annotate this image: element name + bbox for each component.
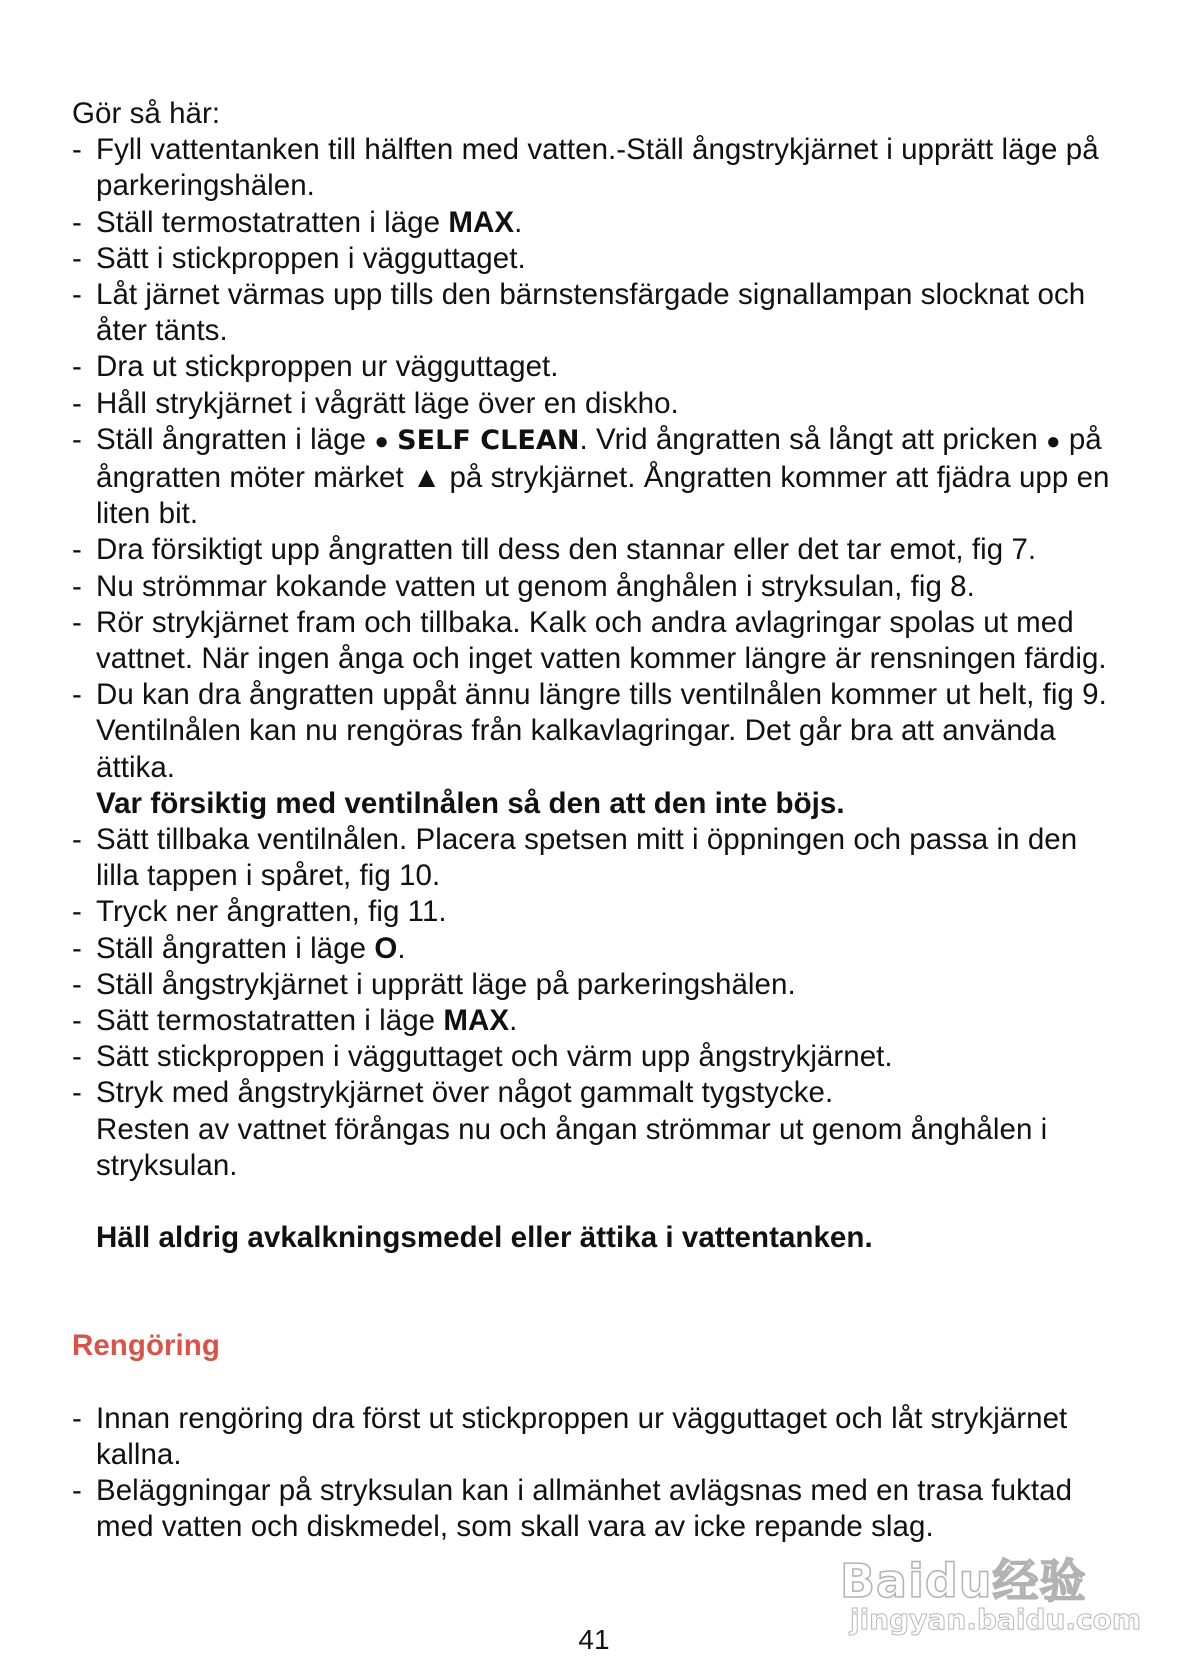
list-item: - Sätt stickproppen i vägguttaget och värm upp ångstrykjärnet. <box>72 1039 1122 1075</box>
cleaning-list <box>72 1401 1122 1546</box>
max-setting: MAX <box>448 205 515 239</box>
document-body <box>72 96 1122 1545</box>
list-item: - Sätt termostatratten i läge MAX. <box>72 1003 1122 1039</box>
instruction-list <box>72 132 1122 1184</box>
watermark-url: jingyan.baidu.com <box>850 1603 1142 1636</box>
descaling-warning: Häll aldrig avkalkningsmedel eller ättika i vattentanken. <box>96 1221 873 1255</box>
page-number: 41 <box>578 1624 610 1655</box>
section-heading: Rengöring <box>72 1329 220 1363</box>
list-item: - Innan rengöring dra först ut stickproppen ur vägguttaget och låt strykjärnet kallna. <box>72 1401 1122 1473</box>
needle-warning: Var försiktig med ventilnålen så den att den inte böjs. <box>96 786 845 820</box>
list-item: - Ställ ångratten i läge ● SELF CLEAN. Vrid ångratten så långt att pricken ● på ångratten möter märket ▲ på strykjärnet. Ångratten kommer att fjädra upp en liten bit. <box>72 422 1122 533</box>
watermark-brand: Baidu经验 <box>840 1554 1087 1608</box>
list-item: - Stryk med ångstrykjärnet över något gammalt tygstycke. Resten av vattnet förångas nu och ångan strömmar ut genom ånghålen i stryksulan. <box>72 1075 1122 1184</box>
list-item: - Dra ut stickproppen ur vägguttaget. <box>72 349 1122 385</box>
list-item: - Rör strykjärnet fram och tillbaka. Kalk och andra avlagringar spolas ut med vattnet. När ingen ånga och inget vatten kommer längre är rensningen färdig. <box>72 605 1122 677</box>
list-item: - Beläggningar på stryksulan kan i allmänhet avlägsnas med en trasa fuktad med vatten och diskmedel, som skall vara av icke repande slag. <box>72 1473 1122 1545</box>
dot-icon: ● <box>1046 427 1061 455</box>
intro-text: Gör så här: <box>72 97 221 130</box>
list-item: - Dra försiktigt upp ångratten till dess den stannar eller det tar emot, fig 7. <box>72 532 1122 568</box>
off-setting: O <box>374 931 398 965</box>
list-item: - Tryck ner ångratten, fig 11. <box>72 894 1122 930</box>
list-item: - Håll strykjärnet i vågrätt läge över en diskho. <box>72 386 1122 422</box>
list-item: - Nu strömmar kokande vatten ut genom ånghålen i stryksulan, fig 8. <box>72 569 1122 605</box>
list-item: - Ställ ångratten i läge O. <box>72 931 1122 967</box>
list-item: - Sätt i stickproppen i vägguttaget. <box>72 241 1122 277</box>
list-item: - Du kan dra ångratten uppåt ännu längre tills ventilnålen kommer ut helt, fig 9. Ventilnålen kan nu rengöras från kalkavlagringar. Det går bra att använda ättika. Var försiktig med ventilnålen så den att den inte böjs. <box>72 677 1122 822</box>
dot-icon: ● <box>374 427 389 455</box>
list-item: - Fyll vattentanken till hälften med vatten.-Ställ ångstrykjärnet i upprätt läge på parkeringshälen. <box>72 132 1122 204</box>
list-item: - Låt järnet värmas upp tills den bärnstensfärgade signallampan slocknat och åter tänts. <box>72 277 1122 349</box>
self-clean-setting: SELF CLEAN <box>397 424 580 456</box>
triangle-icon: ▲ <box>411 461 442 495</box>
list-item: - Sätt tillbaka ventilnålen. Placera spetsen mitt i öppningen och passa in den lilla tappen i spåret, fig 10. <box>72 822 1122 894</box>
list-item: - Ställ termostatratten i läge MAX. <box>72 205 1122 241</box>
max-setting: MAX <box>443 1004 510 1038</box>
list-item: - Ställ ångstrykjärnet i upprätt läge på parkeringshälen. <box>72 967 1122 1003</box>
